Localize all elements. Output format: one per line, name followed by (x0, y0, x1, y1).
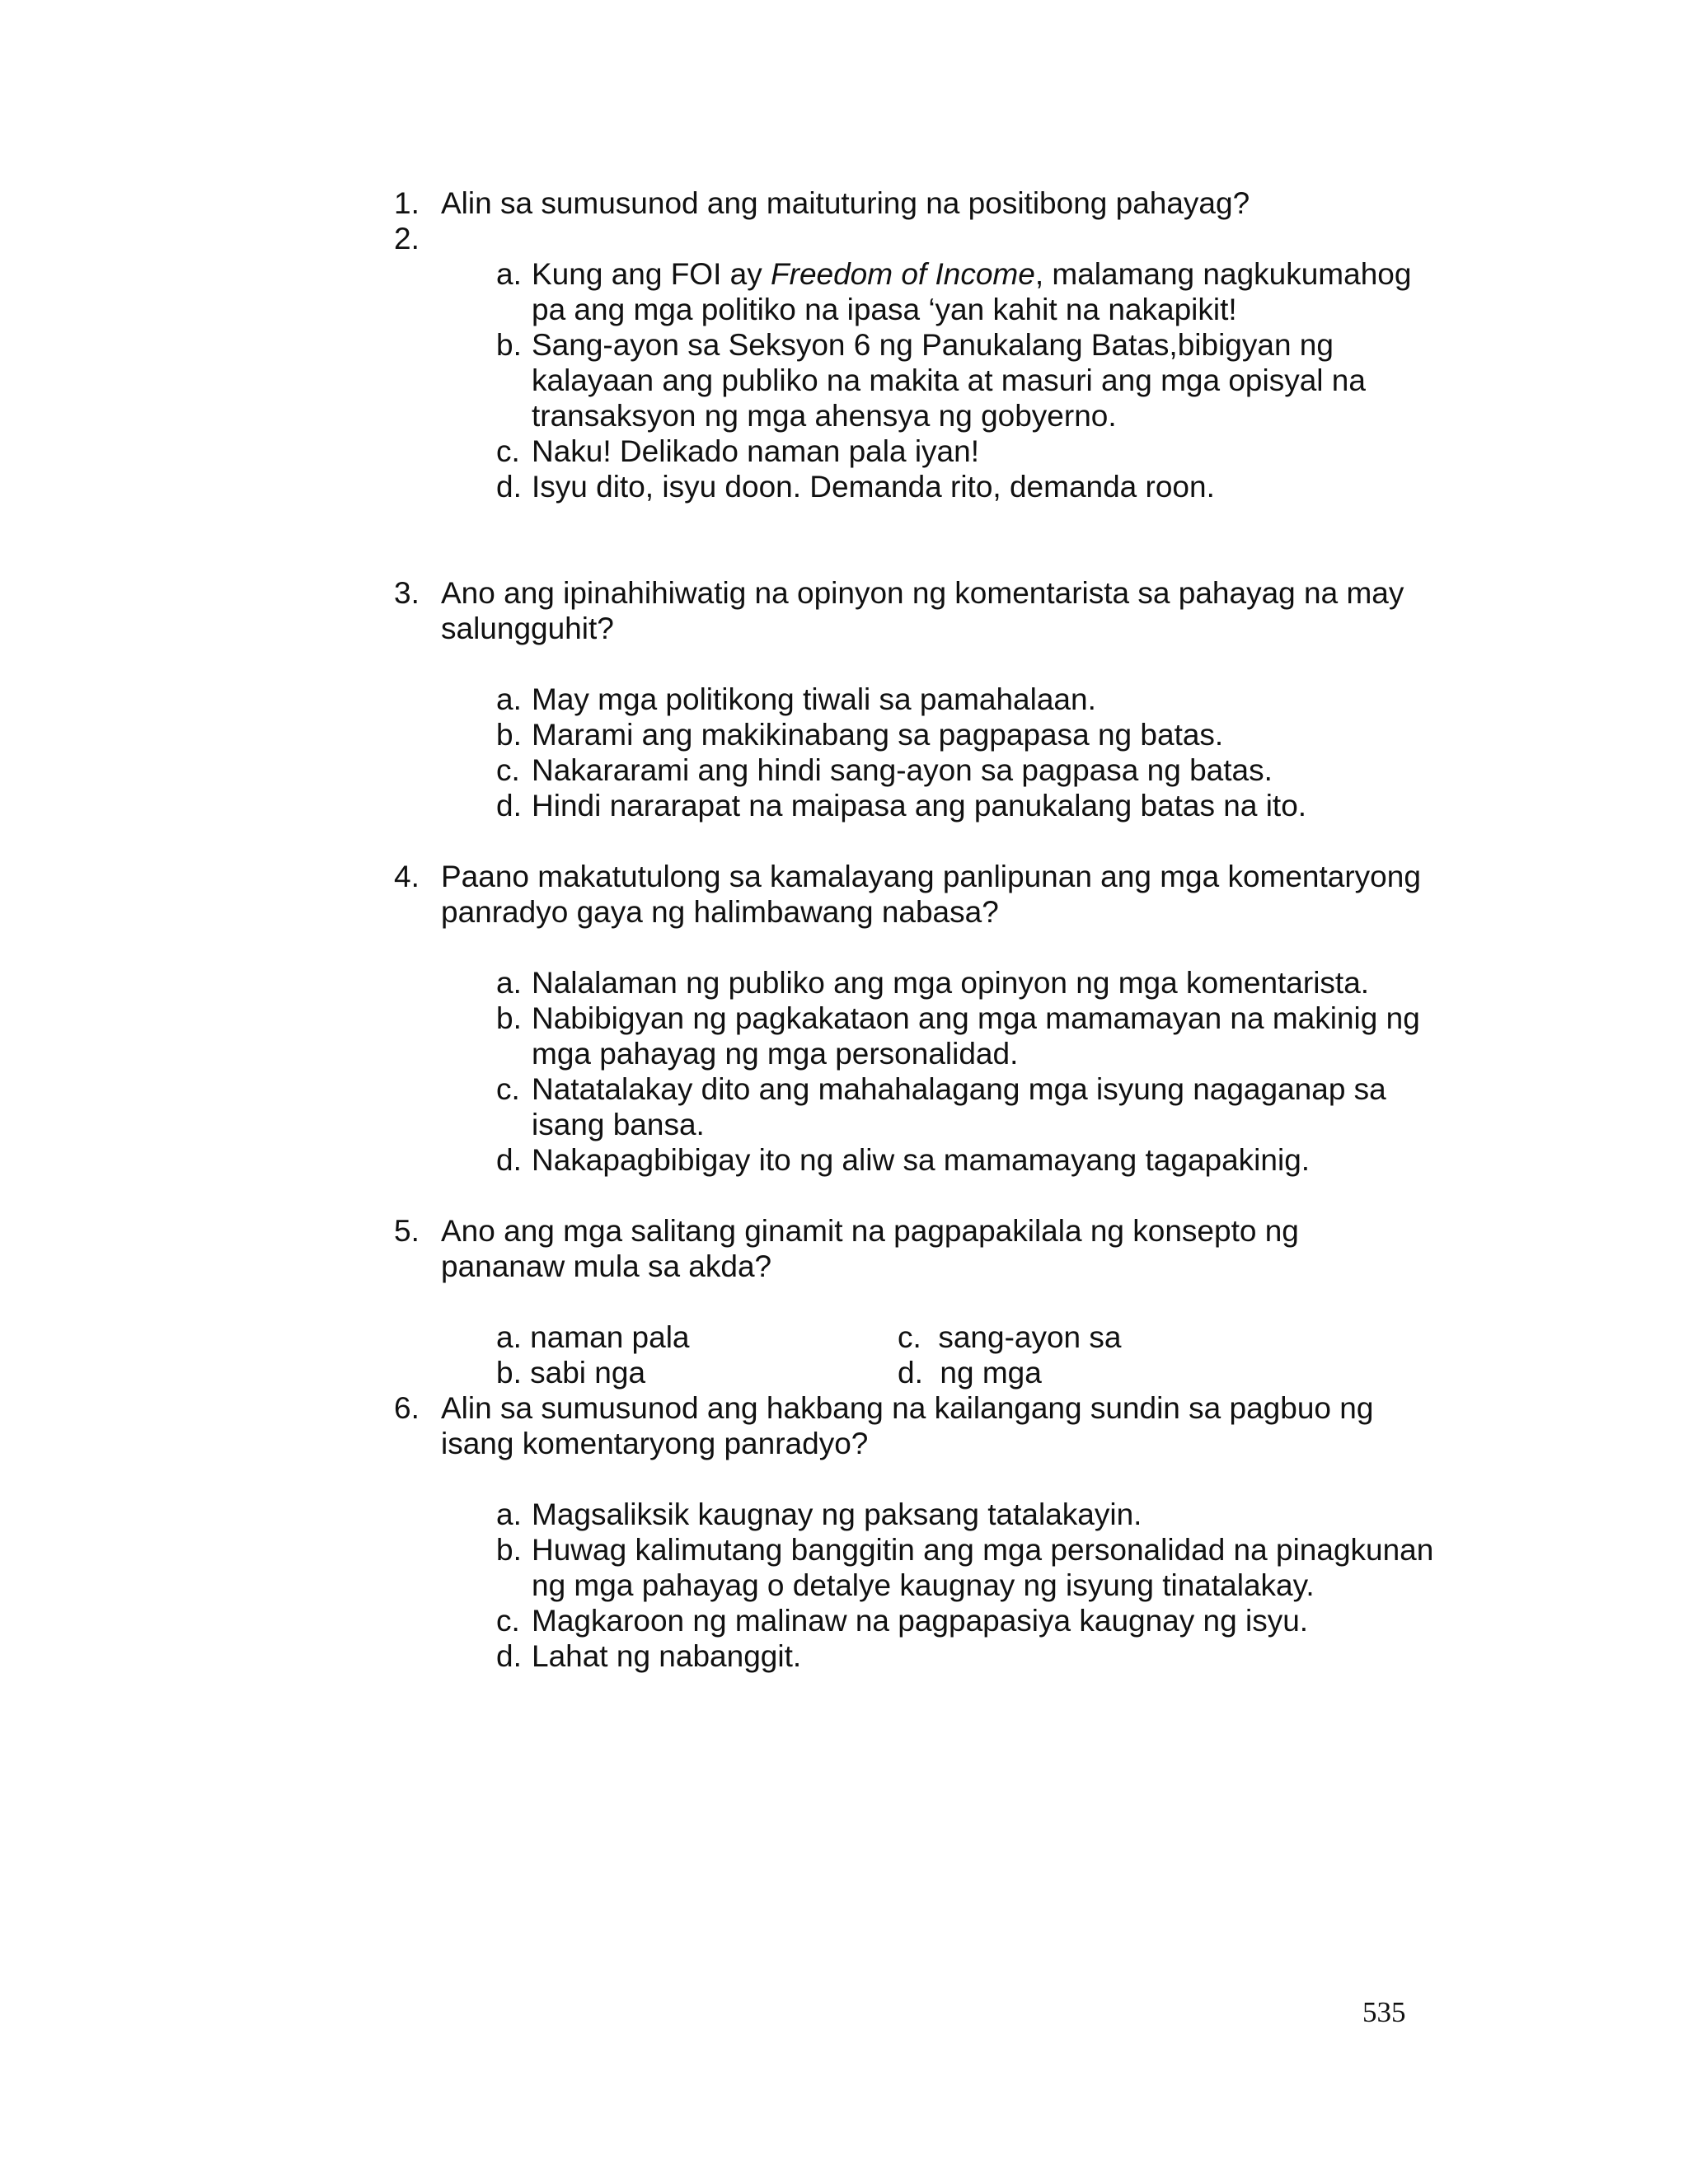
question-3-options (496, 682, 1444, 823)
option-b (496, 327, 1444, 434)
option-text: Naku! Delikado naman pala iyan! (532, 434, 979, 468)
option-letter: a. (496, 257, 522, 291)
option-letter: d. (496, 470, 522, 504)
option-c: c. sang-ayon sa (898, 1320, 1122, 1354)
question-number: 1. (394, 186, 420, 220)
option-text: Nalalaman ng publiko ang mga opinyon ng mga komentarista. (532, 966, 1370, 1000)
option-a: a. naman pala (496, 1320, 690, 1354)
option-letter: a. (496, 1497, 522, 1531)
option-text: Nabibigyan ng pagkakataon ang mga mamamayan na makinig ng mga pahayag ng mga personalidad. (532, 1001, 1420, 1071)
option-text: Nakapagbibigay ito ng aliw sa mamamayang tagapakinig. (532, 1143, 1311, 1177)
option-letter: d. (496, 1143, 522, 1177)
question-4-options (496, 965, 1444, 1178)
question-number: 4. (394, 860, 420, 893)
option-c (496, 434, 1444, 469)
option-text: Kung ang FOI ay Freedom of Income, malamang nagkukumahog pa ang mga politiko na ipasa ‘yan kahit na nakapikit! (532, 257, 1412, 326)
italic-term: Freedom of Income (771, 257, 1035, 291)
question-number: 3. (394, 576, 420, 610)
option-b: b. sabi nga (496, 1356, 646, 1390)
question-text: Ano ang ipinahihiwatig na opinyon ng komentarista sa pahayag na may salungguhit? (441, 576, 1404, 645)
option-text: Hindi nararapat na maipasa ang panukalang batas na ito. (532, 789, 1307, 823)
option-d (496, 788, 1444, 823)
option-b (496, 1001, 1444, 1071)
question-number: 5. (394, 1214, 420, 1248)
option-c (496, 1603, 1444, 1638)
question-text: Alin sa sumusunod ang maituturing na positibong pahayag? (441, 186, 1250, 220)
option-c (496, 1071, 1444, 1142)
option-text: Magsaliksik kaugnay ng paksang tatalakayin. (532, 1497, 1142, 1531)
option-text: Natatalakay dito ang mahahalagang mga isyung nagaganap sa isang bansa. (532, 1072, 1386, 1141)
option-letter: a. (496, 966, 522, 1000)
option-letter: d. (496, 789, 522, 823)
option-text: Marami ang makikinabang sa pagpapasa ng batas. (532, 718, 1224, 752)
option-letter: b. (496, 1001, 522, 1035)
option-c (496, 752, 1444, 788)
question-text: Alin sa sumusunod ang hakbang na kailangang sundin sa pagbuo ng isang komentaryong panradyo? (441, 1391, 1374, 1460)
question-number: 6. (394, 1391, 420, 1425)
option-letter: c. (496, 1604, 520, 1638)
option-text: May mga politikong tiwali sa pamahalaan. (532, 682, 1096, 716)
option-letter: c. (496, 753, 520, 787)
option-b (496, 1532, 1444, 1603)
option-d (496, 1638, 1444, 1674)
question-text: Paano makatutulong sa kamalayang panlipunan ang mga komentaryong panradyo gaya ng halimbawang nabasa? (441, 860, 1421, 929)
question-number: 2. (394, 222, 420, 255)
option-a (496, 965, 1444, 1001)
option-b (496, 717, 1444, 752)
question-text: Ano ang mga salitang ginamit na pagpapakilala ng konsepto ng pananaw mula sa akda? (441, 1214, 1299, 1283)
option-text: Nakararami ang hindi sang-ayon sa pagpasa ng batas. (532, 753, 1273, 787)
option-letter: d. (496, 1639, 522, 1673)
option-letter: a. (496, 682, 522, 716)
option-text: Huwag kalimutang banggitin ang mga personalidad na pinagkunan ng mga pahayag o detalye kaugnay ng isyung tinatalakay. (532, 1533, 1434, 1602)
option-letter: b. (496, 1533, 522, 1567)
question-2-options (496, 256, 1444, 504)
option-d: d. ng mga (898, 1356, 1042, 1390)
option-a (496, 256, 1444, 327)
option-letter: b. (496, 718, 522, 752)
option-text: Isyu dito, isyu doon. Demanda rito, demanda roon. (532, 470, 1215, 504)
option-text: Magkaroon ng malinaw na pagpapasiya kaugnay ng isyu. (532, 1604, 1309, 1638)
option-letter: b. (496, 328, 522, 362)
option-text: Lahat ng nabanggit. (532, 1639, 802, 1673)
option-d (496, 1142, 1444, 1178)
option-letter: c. (496, 434, 520, 468)
question-6-options (496, 1497, 1444, 1674)
option-a (496, 1497, 1444, 1532)
option-a (496, 682, 1444, 717)
option-letter: c. (496, 1072, 520, 1106)
option-text: Sang-ayon sa Seksyon 6 ng Panukalang Batas,bibigyan ng kalayaan ang publiko na makita at masuri ang mga opisyal na transaksyon ng mga ahensya ng gobyerno. (532, 328, 1366, 433)
option-d (496, 469, 1444, 504)
page-number: 535 (1362, 1996, 1406, 2028)
